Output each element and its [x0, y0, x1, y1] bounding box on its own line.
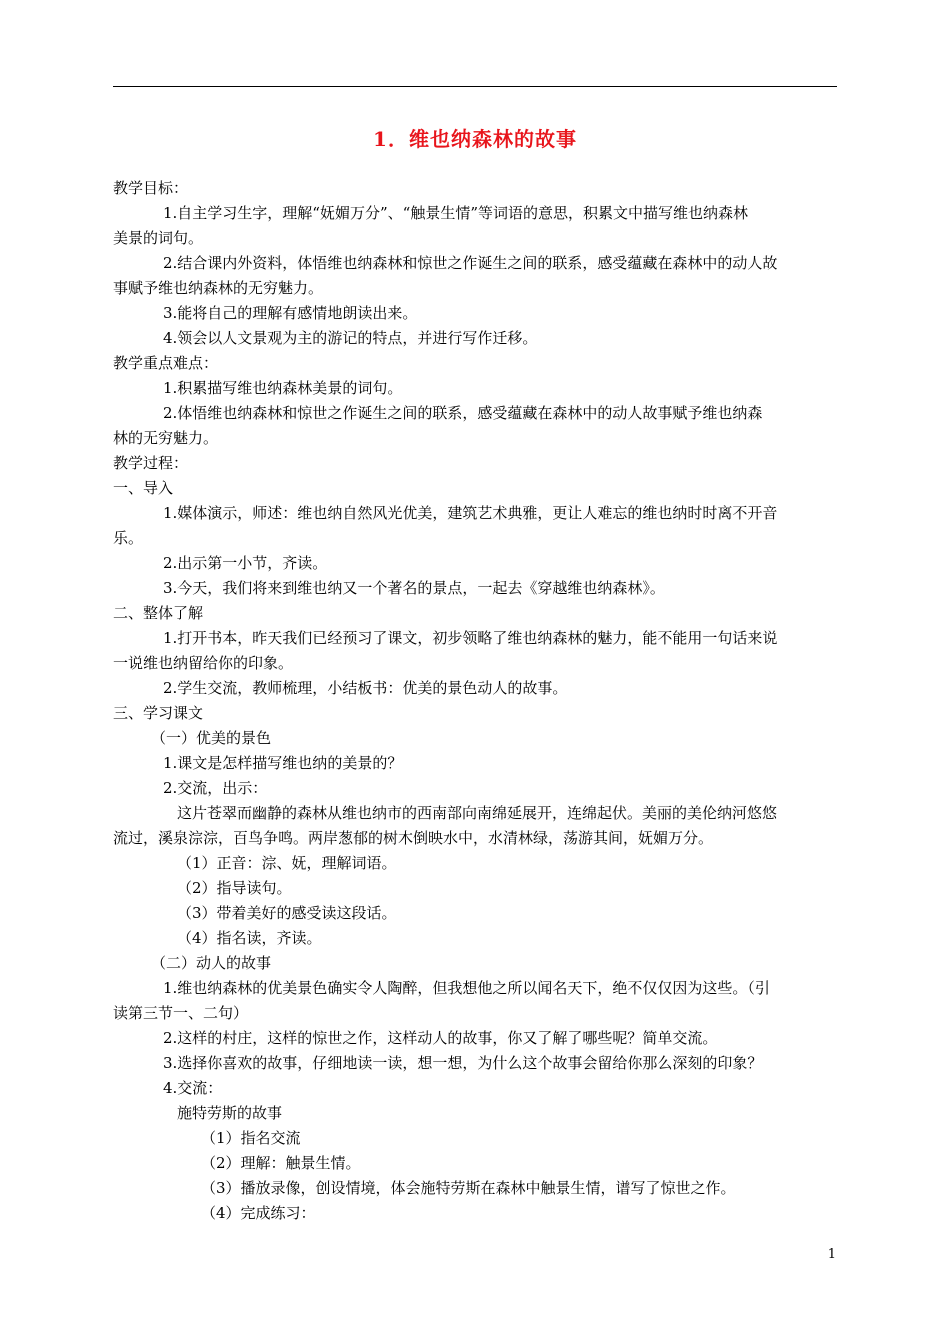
text-line: 1.课文是怎样描写维也纳的美景的？	[163, 754, 403, 772]
lesson-plan-body	[113, 176, 837, 1226]
text-line: 3.选择你喜欢的故事，仔细地读一读，想一想，为什么这个故事会留给你那么深刻的印象？	[163, 1054, 763, 1072]
text-line: 事赋予维也纳森林的无穷魅力。	[113, 279, 324, 297]
text-line: （2）指导读句。	[177, 879, 292, 897]
text-line: 流过，溪泉淙淙，百鸟争鸣。两岸葱郁的树木倒映水中，水清林绿，荡游其间，妩媚万分。	[113, 829, 714, 847]
text-line: 1.打开书本，昨天我们已经预习了课文，初步领略了维也纳森林的魅力，能不能用一句话来说	[163, 629, 778, 647]
text-line: 施特劳斯的故事	[177, 1104, 283, 1122]
text-line: 2.体悟维也纳森林和惊世之作诞生之间的联系，感受蕴藏在森林中的动人故事赋予维也纳森	[163, 404, 763, 422]
text-line: 教学过程：	[113, 454, 189, 472]
header-rule	[113, 86, 837, 87]
text-line: 3.能将自己的理解有感情地朗读出来。	[163, 304, 418, 322]
text-line: 三、学习课文	[113, 704, 204, 722]
text-line: 4.交流：	[163, 1079, 223, 1097]
text-line: 2.这样的村庄，这样的惊世之作，这样动人的故事，你又了解了哪些呢？简单交流。	[163, 1029, 718, 1047]
page-number: 1	[827, 1247, 836, 1262]
text-line: 二、整体了解	[113, 604, 204, 622]
text-line: 1.积累描写维也纳森林美景的词句。	[163, 379, 403, 397]
text-line: 美景的词句。	[113, 229, 204, 247]
text-line: 2.出示第一小节，齐读。	[163, 554, 328, 572]
text-line: 教学重点难点：	[113, 354, 219, 372]
text-line: 读第三节一、二句）	[113, 1004, 249, 1022]
text-line: 3.今天，我们将来到维也纳又一个著名的景点，一起去《穿越维也纳森林》。	[163, 579, 665, 597]
text-line: 林的无穷魅力。	[113, 429, 219, 447]
text-line: （1）正音：淙、妩，理解词语。	[177, 854, 397, 872]
page-title: 1．维也纳森林的故事	[373, 127, 577, 151]
text-line: 1.自主学习生字，理解“妩媚万分”、“触景生情”等词语的意思，积累文中描写维也纳森林	[163, 204, 748, 222]
text-line: （4）指名读，齐读。	[177, 929, 322, 947]
text-line: 这片苍翠而幽静的森林从维也纳市的西南部向南绵延展开，连绵起伏。美丽的美伦纳河悠悠	[177, 804, 778, 822]
text-line: （3）播放录像，创设情境，体会施特劳斯在森林中触景生情，谱写了惊世之作。	[201, 1179, 736, 1197]
text-line: 教学目标：	[113, 179, 189, 197]
text-line: 一说维也纳留给你的印象。	[113, 654, 294, 672]
text-line: （二）动人的故事	[151, 954, 272, 972]
text-line: （2）理解：触景生情。	[201, 1154, 361, 1172]
text-line: （4）完成练习：	[201, 1204, 316, 1222]
text-line: 1.维也纳森林的优美景色确实令人陶醉，但我想他之所以闻名天下，绝不仅仅因为这些。（引	[163, 979, 770, 997]
text-line: 2.结合课内外资料，体悟维也纳森林和惊世之作诞生之间的联系，感受蕴藏在森林中的动人故	[163, 254, 778, 272]
text-line: 4.领会以人文景观为主的游记的特点，并进行写作迁移。	[163, 329, 538, 347]
text-line: 2.学生交流，教师梳理，小结板书：优美的景色动人的故事。	[163, 679, 568, 697]
text-line: 1.媒体演示，师述：维也纳自然风光优美，建筑艺术典雅，更让人难忘的维也纳时时离不开音	[163, 504, 778, 522]
text-line: （3）带着美好的感受读这段话。	[177, 904, 397, 922]
text-line: 一、导入	[113, 479, 174, 497]
text-line: （1）指名交流	[201, 1129, 301, 1147]
text-line: 2.交流，出示：	[163, 779, 268, 797]
text-line: 乐。	[113, 529, 144, 547]
text-line: （一）优美的景色	[151, 729, 272, 747]
